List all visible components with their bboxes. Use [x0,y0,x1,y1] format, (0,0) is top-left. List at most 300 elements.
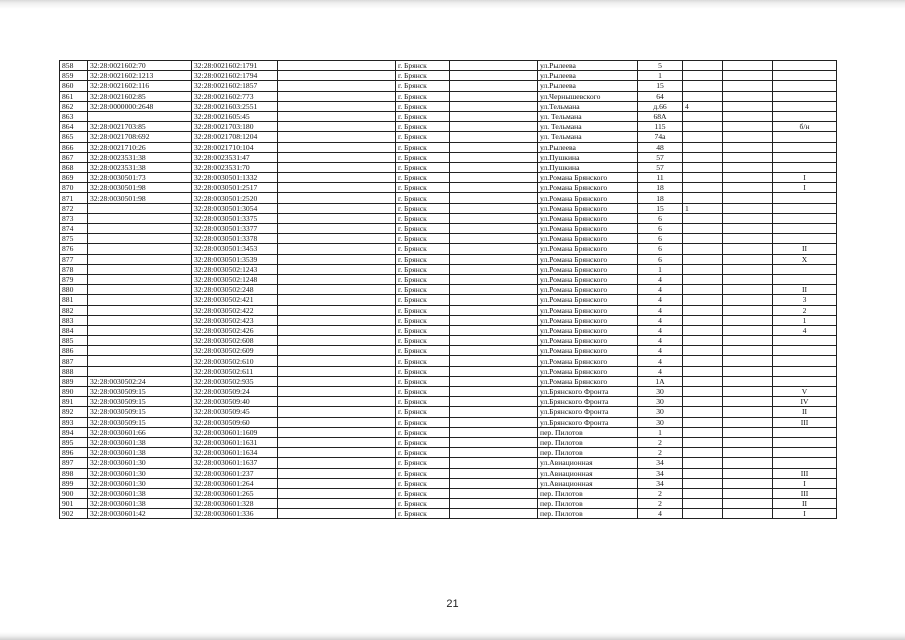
table-row [60,111,837,121]
table-row [60,468,837,478]
blank-cell [450,458,538,468]
blank-cell [450,468,538,478]
street-cell: ул.Рылеева [538,142,638,152]
premises-cell: 3 [773,295,837,305]
land-cadastral-cell: 32:28:0023531:38 [88,152,192,162]
object-cadastral-cell: 32:28:0030501:3539 [192,254,278,264]
city-cell: г. Брянск [396,274,450,284]
house-number-cell: 6 [638,213,683,223]
blank-cell [278,325,396,335]
blank-cell [723,509,773,519]
street-cell: ул.Романа Брянского [538,213,638,223]
blank-cell [723,61,773,71]
house-number-cell: 6 [638,234,683,244]
city-cell: г. Брянск [396,183,450,193]
extra-cell [683,142,723,152]
blank-cell [723,203,773,213]
object-cadastral-cell: 32:28:0021602:1791 [192,61,278,71]
city-cell: г. Брянск [396,397,450,407]
object-cadastral-cell: 32:28:0030601:264 [192,478,278,488]
premises-cell: III [773,488,837,498]
land-cadastral-cell: 32:28:0030502:24 [88,376,192,386]
row-number-cell: 887 [60,356,88,366]
table-row [60,336,837,346]
blank-cell [723,366,773,376]
land-cadastral-cell [88,285,192,295]
city-cell: г. Брянск [396,468,450,478]
street-cell: ул.Романа Брянского [538,203,638,213]
street-cell: ул.Романа Брянского [538,254,638,264]
object-cadastral-cell: 32:28:0021710:104 [192,142,278,152]
row-number-cell: 859 [60,71,88,81]
blank-cell [278,101,396,111]
blank-cell [450,427,538,437]
premises-cell: I [773,509,837,519]
street-cell: ул.Авиационная [538,458,638,468]
blank-cell [278,336,396,346]
table-row [60,213,837,223]
blank-cell [450,203,538,213]
premises-cell: II [773,285,837,295]
city-cell: г. Брянск [396,162,450,172]
street-cell: пер. Пилотов [538,488,638,498]
blank-cell [723,346,773,356]
street-cell: ул.Романа Брянского [538,336,638,346]
row-number-cell: 888 [60,366,88,376]
object-cadastral-cell: 32:28:0030601:1637 [192,458,278,468]
object-cadastral-cell: 32:28:0030501:2517 [192,183,278,193]
premises-cell [773,152,837,162]
street-cell: ул.Романа Брянского [538,376,638,386]
premises-cell [773,142,837,152]
extra-cell [683,132,723,142]
land-cadastral-cell: 32:28:0030601:30 [88,458,192,468]
land-cadastral-cell: 32:28:0021710:26 [88,142,192,152]
city-cell: г. Брянск [396,437,450,447]
house-number-cell: 34 [638,478,683,488]
street-cell: ул.Брянского Фронта [538,387,638,397]
premises-cell: 2 [773,305,837,315]
house-number-cell: 15 [638,203,683,213]
extra-cell [683,417,723,427]
row-number-cell: 869 [60,173,88,183]
house-number-cell: 4 [638,315,683,325]
land-cadastral-cell [88,234,192,244]
blank-cell [723,468,773,478]
city-cell: г. Брянск [396,244,450,254]
premises-cell: II [773,499,837,509]
house-number-cell: 34 [638,458,683,468]
blank-cell [723,437,773,447]
row-number-cell: 897 [60,458,88,468]
row-number-cell: 882 [60,305,88,315]
extra-cell [683,478,723,488]
object-cadastral-cell: 32:28:0030502:248 [192,285,278,295]
blank-cell [723,162,773,172]
blank-cell [278,437,396,447]
street-cell: ул. Тельмана [538,111,638,121]
object-cadastral-cell: 32:28:0030501:3378 [192,234,278,244]
city-cell: г. Брянск [396,315,450,325]
object-cadastral-cell: 32:28:0030502:609 [192,346,278,356]
object-cadastral-cell: 32:28:0030502:421 [192,295,278,305]
land-cadastral-cell: 32:28:0030601:30 [88,468,192,478]
premises-cell [773,346,837,356]
blank-cell [450,325,538,335]
land-cadastral-cell [88,244,192,254]
land-cadastral-cell: 32:28:0030501:98 [88,183,192,193]
blank-cell [723,488,773,498]
row-number-cell: 858 [60,61,88,71]
extra-cell [683,61,723,71]
object-cadastral-cell: 32:28:0030501:3377 [192,224,278,234]
land-cadastral-cell: 32:28:0030601:30 [88,478,192,488]
blank-cell [450,101,538,111]
street-cell: ул.Рылеева [538,61,638,71]
street-cell: пер. Пилотов [538,448,638,458]
blank-cell [450,91,538,101]
city-cell: г. Брянск [396,152,450,162]
land-cadastral-cell: 32:28:0021602:70 [88,61,192,71]
blank-cell [278,203,396,213]
extra-cell [683,315,723,325]
land-cadastral-cell: 32:28:0021602:116 [88,81,192,91]
blank-cell [450,173,538,183]
blank-cell [723,376,773,386]
city-cell: г. Брянск [396,71,450,81]
city-cell: г. Брянск [396,224,450,234]
row-number-cell: 863 [60,111,88,121]
extra-cell [683,448,723,458]
house-number-cell: 57 [638,162,683,172]
land-cadastral-cell [88,264,192,274]
table-row [60,509,837,519]
street-cell: ул.Романа Брянского [538,274,638,284]
table-row [60,81,837,91]
city-cell: г. Брянск [396,142,450,152]
blank-cell [723,183,773,193]
street-cell: ул.Романа Брянского [538,264,638,274]
blank-cell [450,366,538,376]
blank-cell [450,234,538,244]
table-row [60,499,837,509]
object-cadastral-cell: 32:28:0021602:1794 [192,71,278,81]
extra-cell [683,285,723,295]
row-number-cell: 886 [60,346,88,356]
table-row [60,122,837,132]
street-cell: ул.Романа Брянского [538,356,638,366]
premises-cell [773,101,837,111]
city-cell: г. Брянск [396,427,450,437]
extra-cell [683,71,723,81]
extra-cell [683,437,723,447]
premises-cell: IV [773,397,837,407]
extra-cell [683,376,723,386]
house-number-cell: 2 [638,437,683,447]
extra-cell [683,274,723,284]
extra-cell [683,305,723,315]
object-cadastral-cell: 32:28:0030502:610 [192,356,278,366]
object-cadastral-cell: 32:28:0021602:773 [192,91,278,101]
object-cadastral-cell: 32:28:0030502:422 [192,305,278,315]
extra-cell [683,173,723,183]
land-cadastral-cell [88,213,192,223]
object-cadastral-cell: 32:28:0030601:1634 [192,448,278,458]
blank-cell [450,132,538,142]
city-cell: г. Брянск [396,499,450,509]
object-cadastral-cell: 32:28:0023531:47 [192,152,278,162]
land-cadastral-cell: 32:28:0023531:38 [88,162,192,172]
row-number-cell: 873 [60,213,88,223]
row-number-cell: 881 [60,295,88,305]
row-number-cell: 880 [60,285,88,295]
street-cell: ул.Романа Брянского [538,173,638,183]
blank-cell [723,427,773,437]
house-number-cell: д.66 [638,101,683,111]
premises-cell: I [773,183,837,193]
object-cadastral-cell: 32:28:0021603:2551 [192,101,278,111]
premises-cell: I [773,173,837,183]
land-cadastral-cell [88,366,192,376]
land-cadastral-cell: 32:28:0030501:73 [88,173,192,183]
house-number-cell: 64 [638,91,683,101]
blank-cell [278,244,396,254]
premises-cell [773,448,837,458]
table-row [60,387,837,397]
blank-cell [450,264,538,274]
premises-cell: III [773,468,837,478]
row-number-cell: 877 [60,254,88,264]
land-cadastral-cell: 32:28:0030509:15 [88,407,192,417]
premises-cell: б/н [773,122,837,132]
table-row [60,71,837,81]
land-cadastral-cell [88,315,192,325]
table-row [60,376,837,386]
page-number: 21 [446,598,459,610]
object-cadastral-cell: 32:28:0021708:1204 [192,132,278,142]
table-row [60,346,837,356]
blank-cell [450,213,538,223]
premises-cell [773,264,837,274]
city-cell: г. Брянск [396,325,450,335]
blank-cell [278,458,396,468]
blank-cell [723,224,773,234]
street-cell: ул.Романа Брянского [538,183,638,193]
row-number-cell: 894 [60,427,88,437]
table-row [60,325,837,335]
city-cell: г. Брянск [396,336,450,346]
land-cadastral-cell: 32:28:0030601:38 [88,488,192,498]
extra-cell [683,356,723,366]
blank-cell [450,336,538,346]
house-number-cell: 30 [638,387,683,397]
extra-cell [683,254,723,264]
land-cadastral-cell [88,346,192,356]
blank-cell [450,488,538,498]
table-row [60,478,837,488]
table-row [60,234,837,244]
city-cell: г. Брянск [396,478,450,488]
extra-cell [683,366,723,376]
row-number-cell: 870 [60,183,88,193]
object-cadastral-cell: 32:28:0030601:265 [192,488,278,498]
row-number-cell: 876 [60,244,88,254]
street-cell: ул.Пушкина [538,162,638,172]
premises-cell [773,427,837,437]
blank-cell [450,509,538,519]
blank-cell [723,173,773,183]
table-row [60,366,837,376]
blank-cell [450,224,538,234]
row-number-cell: 896 [60,448,88,458]
land-cadastral-cell: 32:28:0030509:15 [88,417,192,427]
table-row [60,407,837,417]
city-cell: г. Брянск [396,305,450,315]
extra-cell [683,468,723,478]
object-cadastral-cell: 32:28:0030502:426 [192,325,278,335]
object-cadastral-cell: 32:28:0030502:423 [192,315,278,325]
table-row [60,458,837,468]
blank-cell [450,346,538,356]
blank-cell [450,152,538,162]
blank-cell [723,91,773,101]
premises-cell [773,437,837,447]
street-cell: пер. Пилотов [538,509,638,519]
blank-cell [723,325,773,335]
blank-cell [278,142,396,152]
table-row [60,101,837,111]
object-cadastral-cell: 32:28:0030601:1631 [192,437,278,447]
premises-cell: 4 [773,325,837,335]
premises-cell [773,213,837,223]
blank-cell [723,387,773,397]
blank-cell [723,101,773,111]
blank-cell [278,193,396,203]
blank-cell [278,346,396,356]
premises-cell [773,81,837,91]
blank-cell [723,407,773,417]
object-cadastral-cell: 32:28:0030501:1332 [192,173,278,183]
land-cadastral-cell: 32:28:0030601:66 [88,427,192,437]
blank-cell [723,397,773,407]
blank-cell [278,315,396,325]
object-cadastral-cell: 32:28:0030502:935 [192,376,278,386]
blank-cell [278,71,396,81]
city-cell: г. Брянск [396,173,450,183]
city-cell: г. Брянск [396,213,450,223]
table-row [60,132,837,142]
extra-cell [683,91,723,101]
street-cell: пер. Пилотов [538,427,638,437]
table-row [60,61,837,71]
blank-cell [278,295,396,305]
extra-cell [683,509,723,519]
blank-cell [278,274,396,284]
city-cell: г. Брянск [396,458,450,468]
object-cadastral-cell: 32:28:0030501:2520 [192,193,278,203]
blank-cell [450,61,538,71]
object-cadastral-cell: 32:28:0030502:1243 [192,264,278,274]
premises-cell: I [773,478,837,488]
blank-cell [278,224,396,234]
blank-cell [278,111,396,121]
extra-cell [683,111,723,121]
table-row [60,183,837,193]
blank-cell [723,81,773,91]
street-cell: ул.Романа Брянского [538,315,638,325]
land-cadastral-cell [88,254,192,264]
premises-cell: V [773,387,837,397]
extra-cell [683,387,723,397]
object-cadastral-cell: 32:28:0030501:3453 [192,244,278,254]
scan-edge-bottom [0,632,905,640]
extra-cell [683,244,723,254]
object-cadastral-cell: 32:28:0030502:1248 [192,274,278,284]
blank-cell [723,458,773,468]
street-cell: ул.Рылеева [538,81,638,91]
blank-cell [723,152,773,162]
house-number-cell: 2 [638,499,683,509]
object-cadastral-cell: 32:28:0030509:60 [192,417,278,427]
blank-cell [278,152,396,162]
row-number-cell: 883 [60,315,88,325]
object-cadastral-cell: 32:28:0030502:611 [192,366,278,376]
blank-cell [723,213,773,223]
city-cell: г. Брянск [396,111,450,121]
house-number-cell: 4 [638,336,683,346]
house-number-cell: 57 [638,152,683,162]
blank-cell [723,193,773,203]
city-cell: г. Брянск [396,387,450,397]
object-cadastral-cell: 32:28:0030509:24 [192,387,278,397]
table-row [60,437,837,447]
table-row [60,264,837,274]
row-number-cell: 898 [60,468,88,478]
city-cell: г. Брянск [396,234,450,244]
city-cell: г. Брянск [396,193,450,203]
object-cadastral-cell: 32:28:0030509:40 [192,397,278,407]
blank-cell [278,468,396,478]
row-number-cell: 862 [60,101,88,111]
row-number-cell: 891 [60,397,88,407]
street-cell: ул.Романа Брянского [538,285,638,295]
table-row [60,427,837,437]
table-row [60,173,837,183]
house-number-cell: 18 [638,183,683,193]
blank-cell [278,213,396,223]
table-row [60,448,837,458]
blank-cell [450,111,538,121]
premises-cell [773,71,837,81]
street-cell: ул.Романа Брянского [538,224,638,234]
table-row [60,162,837,172]
extra-cell [683,122,723,132]
table-row [60,356,837,366]
city-cell: г. Брянск [396,101,450,111]
extra-cell [683,81,723,91]
blank-cell [723,305,773,315]
house-number-cell: 4 [638,305,683,315]
land-cadastral-cell: 32:28:0021708:692 [88,132,192,142]
house-number-cell: 30 [638,417,683,427]
house-number-cell: 1 [638,264,683,274]
extra-cell [683,407,723,417]
blank-cell [723,122,773,132]
house-number-cell: 4 [638,356,683,366]
row-number-cell: 902 [60,509,88,519]
blank-cell [723,499,773,509]
extra-cell [683,183,723,193]
